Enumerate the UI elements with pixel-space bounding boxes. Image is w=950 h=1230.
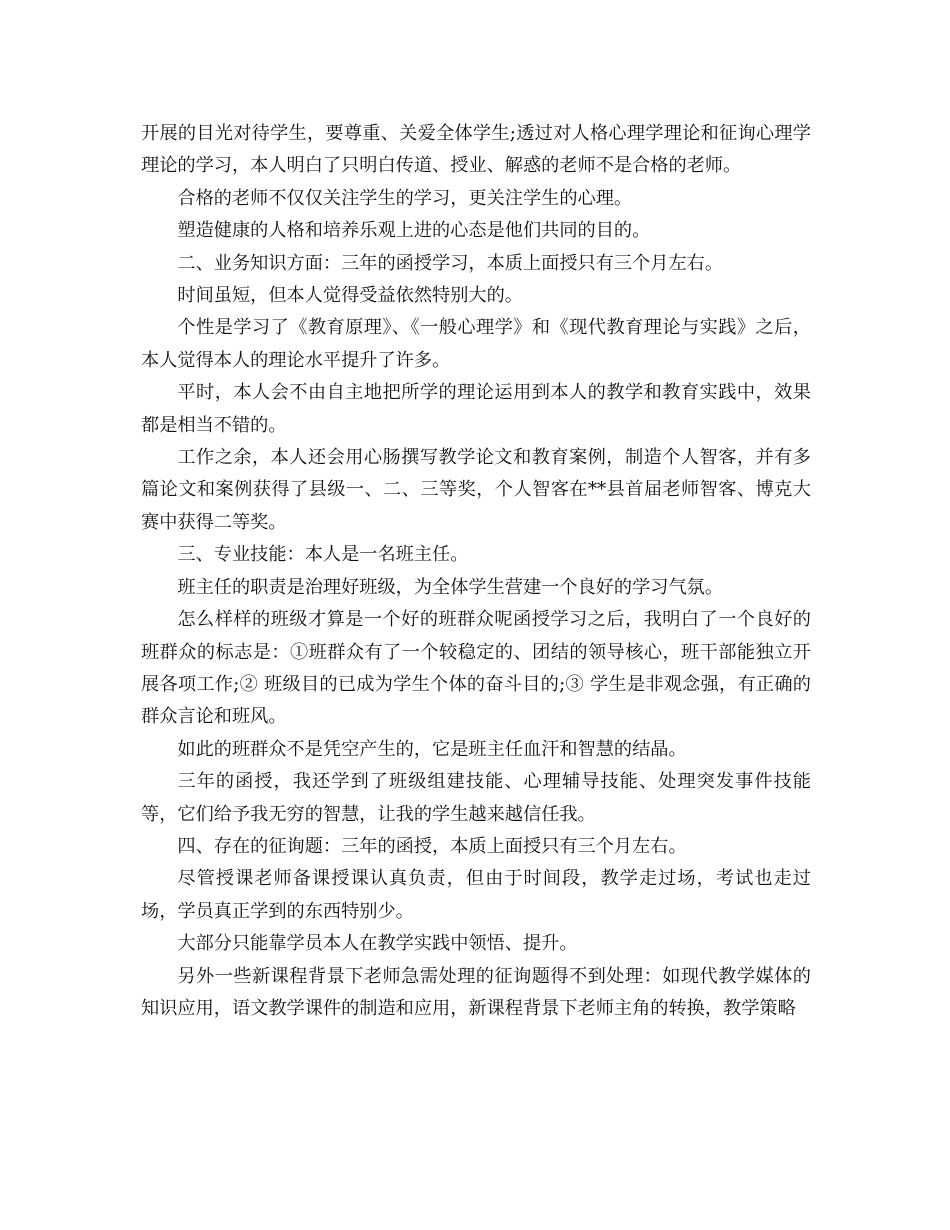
paragraph: 合格的老师不仅仅关注学生的学习，更关注学生的心理。 — [177, 187, 633, 209]
document-body — [141, 118, 811, 1025]
paragraph: 另外一些新课程背景下老师急需处理的征询题得不到处理：如现代教学媒体的知识应用，语文教学课件的制造和应用，新课程背景下老师主角的转换，教学策略 — [141, 965, 811, 1019]
paragraph: 班主任的职责是治理好班级，为全体学生营建一个良好的学习气氛。 — [177, 576, 724, 598]
section-heading-business-knowledge: 二、业务知识方面：三年的函授学习，本质上面授只有三个月左右。 — [177, 252, 724, 274]
paragraph: 平时，本人会不由自主地把所学的理论运用到本人的教学和教育实践中，效果都是相当不错的。 — [141, 382, 811, 436]
paragraph: 尽管授课老师备课授课认真负责，但由于时间段，教学走过场，考试也走过场，学员真正学到的东西特别少。 — [141, 868, 811, 922]
paragraph: 时间虽短，但本人觉得受益依然特别大的。 — [177, 285, 523, 307]
paragraph: 大部分只能靠学员本人在教学实践中领悟、提升。 — [177, 933, 578, 955]
paragraph: 如此的班群众不是凭空产生的，它是班主任血汗和智慧的结晶。 — [177, 738, 687, 760]
paragraph: 怎么样样的班级才算是一个好的班群众呢函授学习之后，我明白了一个良好的班群众的标志是：①班群众有了一个较稳定的、团结的领导核心，班干部能独立开展各项工作;② 班级目的已成为学生个体的奋斗目的;③ 学生是非观念强，有正确的群众言论和班风。 — [141, 609, 811, 728]
section-heading-existing-problems: 四、存在的征询题：三年的函授，本质上面授只有三个月左右。 — [177, 835, 687, 857]
paragraph: 开展的目光对待学生，要尊重、关爱全体学生;透过对人格心理学理论和征询心理学理论的学习，本人明白了只明白传道、授业、解惑的老师不是合格的老师。 — [141, 123, 811, 177]
section-heading-professional-skills: 三、专业技能：本人是一名班主任。 — [177, 544, 469, 566]
paragraph: 工作之余，本人还会用心肠撰写教学论文和教育案例，制造个人智客，并有多篇论文和案例获得了县级一、二、三等奖，个人智客在**县首届老师智客、博克大赛中获得二等奖。 — [141, 447, 811, 533]
paragraph: 三年的函授，我还学到了班级组建技能、心理辅导技能、处理突发事件技能等，它们给予我无穷的智慧，让我的学生越来越信任我。 — [141, 771, 811, 825]
paragraph: 塑造健康的人格和培养乐观上进的心态是他们共同的目的。 — [177, 220, 651, 242]
paragraph: 个性是学习了《教育原理》、《一般心理学》和《现代教育理论与实践》之后，本人觉得本人的理论水平提升了许多。 — [141, 317, 811, 371]
